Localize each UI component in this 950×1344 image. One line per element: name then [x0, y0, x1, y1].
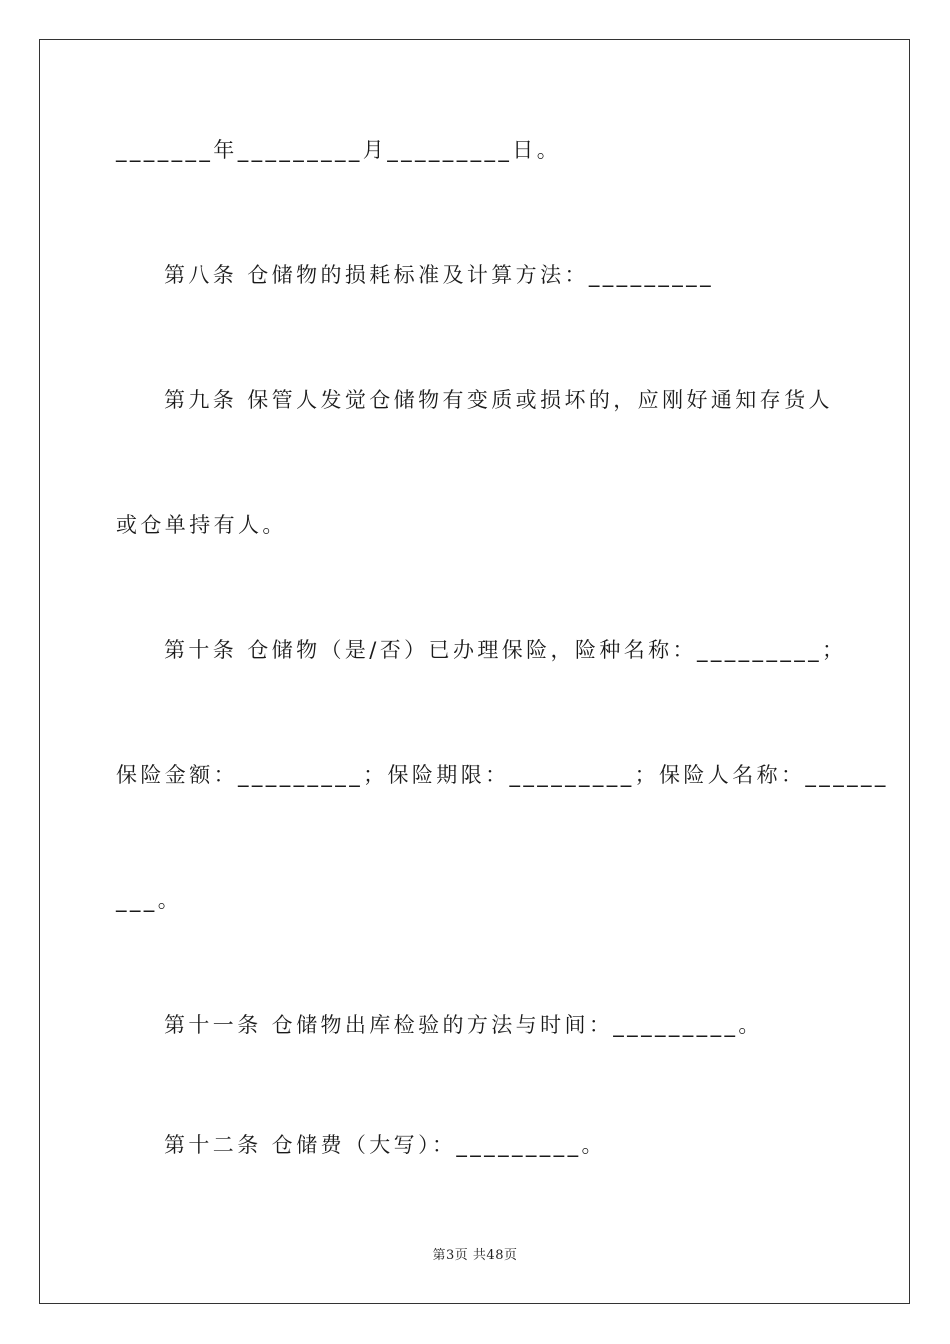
- article-12: 第十二条 仓储费（大写）：_________。: [164, 1133, 606, 1157]
- article-9: 第九条 保管人发觉仓储物有变质或损坏的，应刚好通知存货人: [164, 388, 833, 412]
- page-border: [39, 39, 910, 1304]
- date-line: _______年_________月_________日。: [116, 138, 562, 162]
- article-11: 第十一条 仓储物出库检验的方法与时间：_________。: [164, 1013, 763, 1037]
- page-number-footer: 第3页 共48页: [432, 1248, 518, 1263]
- article-10-insurance-details: 保险金额：_________；保险期限：_________；保险人名称：______: [116, 763, 889, 787]
- article-8: 第八条 仓储物的损耗标准及计算方法：_________: [164, 263, 714, 287]
- article-10-continued: ___。: [116, 888, 183, 912]
- article-10: 第十条 仓储物（是/否）已办理保险，险种名称：_________；: [164, 638, 847, 662]
- article-9-continued: 或仓单持有人。: [116, 513, 287, 537]
